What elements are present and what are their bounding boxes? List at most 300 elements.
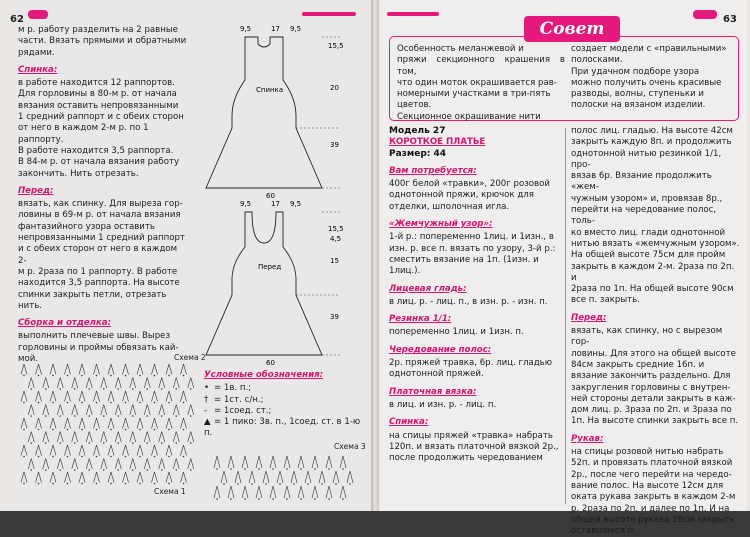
crochet-stitch-icon	[173, 432, 179, 444]
crochet-stitch-icon	[214, 486, 220, 500]
crochet-stitch-icon	[108, 391, 114, 403]
crochet-stitch-icon	[28, 378, 34, 390]
crochet-stitch-icon	[144, 405, 150, 417]
crochet-stitch-icon	[101, 432, 107, 444]
front-outline	[206, 212, 322, 355]
right-column-1	[389, 126, 561, 464]
rfront-line: ловины. Для этого на общей высоте	[571, 348, 736, 359]
rfront-line: 1п. На высоте спинки закрыть все п.	[571, 416, 739, 427]
crochet-stitch-icon	[173, 405, 179, 417]
crochet-stitch-icon	[57, 378, 63, 390]
column-divider	[565, 128, 566, 504]
pearl-line: сместить вязание на 1п. (1изн. и	[389, 254, 539, 265]
sovet-title: Совет	[524, 16, 620, 42]
front-line: и с обеих сторон от него в каждом 2-	[18, 244, 178, 266]
sovet1-line: что один моток окрашивается рав-	[397, 77, 557, 88]
crochet-stitch-icon	[249, 471, 255, 485]
assembly-line: мой.	[18, 354, 39, 365]
crochet-stitch-icon	[36, 445, 42, 457]
stripes-heading: Чередование полос:	[389, 344, 492, 355]
sleeves-line: на спицы розовой нитью набрать	[571, 447, 724, 458]
crochet-stitch-icon	[166, 364, 172, 376]
col2-line: вязав 6р. Вязание продолжить «жем-	[571, 171, 712, 193]
back-text	[18, 78, 188, 180]
legend-text: = 1соед. ст.;	[214, 405, 272, 416]
front-text	[18, 199, 188, 312]
assembly-heading: Сборка и отделка:	[18, 318, 112, 329]
back-heading: Спинка:	[18, 64, 58, 75]
front-line: находится 3,5 раппорта. На высоте	[18, 278, 180, 289]
crochet-stitch-icon	[115, 405, 121, 417]
crochet-stitch-icon	[108, 445, 114, 457]
crochet-stitch-icon	[50, 364, 56, 376]
crochet-stitch-icon	[270, 486, 276, 500]
crochet-stitch-icon	[326, 456, 332, 470]
crochet-stitch-icon	[298, 456, 304, 470]
crochet-stitch-icon	[137, 418, 143, 430]
stripes-line: 2р. пряжей травка, 6р. лиц. гладью	[389, 358, 552, 369]
crochet-stitch-icon	[57, 405, 63, 417]
crochet-stitch-icon	[36, 472, 42, 484]
crochet-stitch-icon	[28, 459, 34, 471]
crochet-stitch-icon	[319, 471, 325, 485]
sovet-column-1	[397, 44, 565, 123]
stripes-line: однотонной пряжей.	[389, 369, 484, 380]
crochet-stitch-icon	[86, 459, 92, 471]
back-line: В работе находится 3,5 раппорта.	[18, 145, 174, 156]
crochet-stitch-icon	[144, 378, 150, 390]
crochet-stitch-icon	[159, 378, 165, 390]
crochet-stitch-icon	[115, 432, 121, 444]
garter-line: в лиц. и изн. р. - лиц. п.	[389, 399, 497, 410]
crochet-stitch-icon	[72, 405, 78, 417]
back-line: в работе находится 12 раппортов.	[18, 78, 175, 89]
sleeves-line: оката рукава закрыть в каждом 2-м	[571, 492, 736, 503]
front-height-3: 15	[330, 257, 339, 265]
rfront-line: закругления горловины с внутрен-	[571, 382, 731, 393]
crochet-stitch-icon	[108, 418, 114, 430]
crochet-stitch-icon	[173, 459, 179, 471]
page-number-right: 63	[723, 14, 737, 25]
sovet2-line: полосками.	[571, 55, 623, 66]
spread-gutter	[371, 0, 379, 511]
rback-line: 120п. и вязать платочной вязкой 2р.,	[389, 441, 559, 452]
crochet-stitch-icon	[50, 418, 56, 430]
col2-line: закрыть каждую 8п. и продолжить	[571, 137, 732, 148]
back-line: вязания оставить непровязанными	[18, 100, 179, 111]
crochet-stitch-icon	[256, 456, 262, 470]
crochet-stitch-icon	[43, 378, 49, 390]
sovet1-line: Особенность меланжевой и	[397, 44, 524, 54]
crochet-stitch-icon	[284, 456, 290, 470]
crochet-stitch-icon	[123, 472, 129, 484]
crochet-stitch-icon	[152, 391, 158, 403]
assembly-line: выполнить плечевые швы. Вырез	[18, 331, 171, 342]
crochet-stitch-icon	[94, 445, 100, 457]
crochet-stitch-icon	[137, 472, 143, 484]
right-page	[379, 0, 747, 537]
front-line: ловины в 69-м р. от начала вязания	[18, 210, 181, 221]
left-top-accent	[28, 10, 48, 19]
crochet-stitch-icon	[188, 459, 194, 471]
crochet-stitch-icon	[65, 364, 71, 376]
left-page	[4, 0, 371, 511]
crochet-stitch-icon	[57, 432, 63, 444]
legend-symbol-icon: ▲	[204, 417, 211, 428]
intro-line: рядами.	[18, 47, 55, 58]
front-height-2: 4,5	[330, 235, 342, 243]
rib-heading: Резинка 1/1:	[389, 314, 452, 325]
sleeves-heading: Рукав:	[571, 433, 604, 444]
front-pattern-diagram	[210, 195, 360, 370]
crochet-stitch-icon	[130, 405, 136, 417]
right-back-heading: Спинка:	[389, 417, 429, 428]
continued-text	[571, 126, 741, 307]
crochet-stitch-icon	[166, 445, 172, 457]
crochet-stitch-icon	[115, 378, 121, 390]
smooth-heading: Лицевая гладь:	[389, 283, 467, 294]
crochet-stitch-icon	[152, 364, 158, 376]
crochet-stitch-icon	[130, 378, 136, 390]
crochet-stitch-icon	[284, 486, 290, 500]
rib-line: попеременно 1лиц. и 1изн. п.	[389, 327, 524, 338]
crochet-stitch-icon	[108, 472, 114, 484]
legend-item	[204, 395, 369, 406]
crochet-stitch-icon	[188, 432, 194, 444]
col2-line: перейти на чередование полос, толь-	[571, 205, 717, 227]
back-bottom-width: 60	[266, 192, 275, 200]
right-column-2	[571, 126, 741, 537]
back-line: Для горловины в 80-м р. от начала	[18, 89, 177, 100]
schema2-chart	[18, 360, 208, 490]
crochet-stitch-icon	[263, 471, 269, 485]
crochet-stitch-icon	[152, 418, 158, 430]
back-diagram-label: Спинка	[256, 86, 284, 94]
needed-line: отделки, шполочная игла.	[389, 201, 510, 212]
back-line: закончить. Нить отрезать.	[18, 168, 139, 179]
crochet-stitch-icon	[79, 472, 85, 484]
legend-heading: Условные обозначения:	[204, 370, 324, 380]
crochet-stitch-icon	[21, 391, 27, 403]
right-top-accent-left	[387, 12, 439, 16]
crochet-stitch-icon	[235, 471, 241, 485]
legend-symbol-icon: -	[204, 405, 208, 416]
crochet-stitch-icon	[28, 405, 34, 417]
right-top-accent	[693, 10, 717, 19]
crochet-stitch-icon	[72, 459, 78, 471]
crochet-stitch-icon	[242, 486, 248, 500]
legend-item	[204, 417, 369, 440]
rback-line: после продолжить чередованием	[389, 453, 543, 464]
garter-heading: Платочная вязка:	[389, 386, 477, 397]
right-front-text	[571, 326, 741, 428]
front-height-1: 15,5	[328, 225, 344, 233]
sovet1-line: Секционное окрашивание нити	[397, 111, 541, 122]
col2-line: все п. закрыть.	[571, 295, 640, 306]
right-front-heading: Перед:	[571, 312, 607, 323]
crochet-stitch-icon	[312, 486, 318, 500]
pearl-heading: «Жемчужный узор»:	[389, 219, 493, 230]
needed-line: однотонной пряжи, крючок для	[389, 190, 534, 201]
crochet-stitch-icon	[21, 418, 27, 430]
crochet-stitch-icon	[144, 459, 150, 471]
crochet-stitch-icon	[312, 456, 318, 470]
legend-text: = 1 пико: 3в. п., 1соед. ст. в 1-ю п.	[204, 417, 361, 439]
front-line: м р. 2раза по 1 раппорту. В работе	[18, 266, 178, 277]
page-number-left: 62	[10, 14, 24, 25]
crochet-stitch-icon	[166, 418, 172, 430]
legend-text: = 1ст. с/н.;	[214, 394, 264, 405]
crochet-stitch-icon	[159, 459, 165, 471]
legend-symbol-icon: •	[204, 383, 210, 394]
pearl-line: 1лиц.).	[389, 266, 421, 277]
back-height-3: 39	[330, 141, 339, 149]
rfront-line: вязать, как спинку, но с вырезом гор-	[571, 326, 723, 348]
schema3-chart	[209, 450, 364, 505]
crochet-stitch-icon	[86, 405, 92, 417]
crochet-stitch-icon	[340, 486, 346, 500]
sleeves-line: р. 2раза по 2п. и далее по 1п. И на	[571, 503, 730, 514]
rfront-line: вязание закончить раздельно. Для	[571, 371, 731, 382]
crochet-stitch-icon	[242, 456, 248, 470]
sovet-column-2	[571, 44, 737, 112]
back-outline	[206, 37, 322, 188]
back-top-width-2: 17	[271, 25, 280, 33]
legend	[204, 370, 369, 440]
crochet-stitch-icon	[270, 456, 276, 470]
crochet-stitch-icon	[181, 445, 187, 457]
front-line: спинки закрыть петли, отрезать	[18, 289, 167, 300]
crochet-stitch-icon	[86, 378, 92, 390]
crochet-stitch-icon	[137, 391, 143, 403]
crochet-stitch-icon	[166, 391, 172, 403]
crochet-stitch-icon	[181, 364, 187, 376]
front-diagram-label: Перед	[258, 263, 282, 271]
crochet-stitch-icon	[79, 391, 85, 403]
crochet-stitch-icon	[152, 472, 158, 484]
col2-line: чужным узором» и, провязав 8р.,	[571, 193, 723, 204]
crochet-stitch-icon	[79, 418, 85, 430]
crochet-stitch-icon	[72, 432, 78, 444]
crochet-stitch-icon	[50, 391, 56, 403]
pearl-line: 1-й р.: попеременно 1лиц. и 1изн., в	[389, 232, 554, 243]
crochet-stitch-icon	[173, 378, 179, 390]
crochet-stitch-icon	[130, 459, 136, 471]
sovet2-line: полоски на вязаном изделии.	[571, 100, 706, 111]
col2-line: полос лиц. гладью. На высоте 42см	[571, 126, 733, 136]
back-pattern-diagram	[210, 20, 360, 200]
crochet-stitch-icon	[159, 432, 165, 444]
crochet-stitch-icon	[79, 364, 85, 376]
crochet-stitch-icon	[94, 472, 100, 484]
crochet-stitch-icon	[181, 418, 187, 430]
crochet-stitch-icon	[50, 445, 56, 457]
crochet-stitch-icon	[152, 445, 158, 457]
sovet1-line: пряжи секционного крашения в том,	[397, 55, 565, 77]
crochet-stitch-icon	[221, 471, 227, 485]
crochet-stitch-icon	[43, 405, 49, 417]
crochet-stitch-icon	[115, 459, 121, 471]
crochet-stitch-icon	[123, 418, 129, 430]
back-height-1: 15,5	[328, 42, 344, 50]
crochet-stitch-icon	[79, 445, 85, 457]
crochet-stitch-icon	[36, 418, 42, 430]
intro-text	[18, 25, 188, 59]
legend-symbol-icon: †	[204, 394, 209, 405]
crochet-stitch-icon	[166, 472, 172, 484]
rfront-line: 84см закрыть средние 16п. и	[571, 359, 705, 370]
crochet-stitch-icon	[137, 364, 143, 376]
crochet-stitch-icon	[21, 445, 27, 457]
intro-line: части. Вязать прямыми и обратными	[18, 36, 187, 47]
col2-line: однотонной нитью резинкой 1/1, про-	[571, 148, 722, 170]
back-top-width-1: 9,5	[240, 25, 252, 33]
crochet-stitch-icon	[305, 471, 311, 485]
crochet-stitch-icon	[65, 391, 71, 403]
sovet1-line: цветов.	[397, 100, 432, 111]
crochet-stitch-icon	[50, 472, 56, 484]
crochet-stitch-icon	[28, 432, 34, 444]
left-top-accent-right	[302, 12, 356, 16]
crochet-stitch-icon	[72, 378, 78, 390]
crochet-stitch-icon	[43, 432, 49, 444]
front-line: вязать, как спинку. Для выреза гор-	[18, 199, 183, 210]
sleeves-line: вание полос. На высоте 12см для	[571, 480, 724, 491]
front-top-width-3: 9,5	[290, 200, 302, 208]
front-line: фантазийного узора оставить	[18, 221, 155, 232]
left-text-column	[18, 25, 188, 365]
crochet-stitch-icon	[298, 486, 304, 500]
needed-heading: Вам потребуется:	[389, 165, 477, 176]
crochet-stitch-icon	[94, 391, 100, 403]
crochet-stitch-icon	[228, 456, 234, 470]
front-line: нить.	[18, 300, 43, 311]
back-height-2: 20	[330, 84, 339, 92]
schema1-label: Схема 1	[154, 487, 186, 496]
col2-line: 2раза по 1п. На общей высоте 90см	[571, 284, 734, 295]
crochet-stitch-icon	[256, 486, 262, 500]
crochet-stitch-icon	[21, 472, 27, 484]
front-line: непровязанными 1 средний раппорт	[18, 233, 185, 244]
crochet-stitch-icon	[144, 432, 150, 444]
crochet-stitch-icon	[188, 405, 194, 417]
legend-text: = 1в. п.;	[214, 383, 252, 394]
crochet-stitch-icon	[43, 459, 49, 471]
crochet-stitch-icon	[101, 459, 107, 471]
crochet-stitch-icon	[291, 471, 297, 485]
crochet-stitch-icon	[123, 364, 129, 376]
crochet-stitch-icon	[181, 391, 187, 403]
garter-text	[389, 400, 561, 411]
crochet-stitch-icon	[228, 486, 234, 500]
assembly-line: горловины и проймы обвязать кай-	[18, 342, 179, 353]
sovet1-line: номерными участками в три-пять	[397, 89, 551, 100]
sovet2-line: При удачном подборе узора	[571, 66, 700, 77]
crochet-stitch-icon	[108, 364, 114, 376]
front-top-width-1: 9,5	[240, 200, 252, 208]
back-line: от него в каждом 2-м р. по 1 раппорту.	[18, 123, 149, 145]
crochet-stitch-icon	[326, 486, 332, 500]
crochet-stitch-icon	[57, 459, 63, 471]
schema3-label: Схема 3	[334, 442, 366, 451]
legend-item	[204, 406, 369, 417]
crochet-stitch-icon	[65, 472, 71, 484]
crochet-stitch-icon	[214, 456, 220, 470]
crochet-stitch-icon	[130, 432, 136, 444]
front-height-4: 39	[330, 313, 339, 321]
smooth-line: в лиц. р. - лиц. п., в изн. р. - изн. п.	[389, 296, 548, 307]
front-heading: Перед:	[18, 185, 54, 196]
model-number: Модель 27	[389, 126, 446, 136]
crochet-stitch-icon	[123, 445, 129, 457]
smooth-text	[389, 297, 561, 308]
front-bottom-width: 60	[266, 359, 275, 367]
sovet2-line: создает модели с «правильными»	[571, 44, 727, 54]
crochet-stitch-icon	[65, 445, 71, 457]
sleeves-text	[571, 447, 741, 537]
pearl-text	[389, 232, 561, 277]
crochet-stitch-icon	[123, 391, 129, 403]
crochet-stitch-icon	[94, 364, 100, 376]
col2-line: нитью вязать «жемчужным узором».	[571, 238, 740, 249]
crochet-stitch-icon	[340, 456, 346, 470]
crochet-stitch-icon	[21, 364, 27, 376]
crochet-stitch-icon	[188, 378, 194, 390]
crochet-stitch-icon	[36, 391, 42, 403]
crochet-stitch-icon	[137, 445, 143, 457]
crochet-stitch-icon	[181, 472, 187, 484]
legend-item	[204, 383, 369, 394]
crochet-stitch-icon	[333, 471, 339, 485]
rfront-line: дом лиц. р. 3раза по 2п. и 3раза по	[571, 405, 732, 416]
intro-line: м р. работу разделить на 2 равные	[18, 25, 178, 35]
crochet-stitch-icon	[86, 432, 92, 444]
crochet-stitch-icon	[36, 364, 42, 376]
sleeves-line: 52п. и провязать платочной вязкой	[571, 458, 733, 469]
crochet-stitch-icon	[65, 418, 71, 430]
col2-line: ко вместо лиц. глади однотонной	[571, 227, 726, 238]
pearl-line: изн. р. все п. вязать по узору, 3-й р.:	[389, 243, 556, 254]
rback-line: на спицы пряжей «травка» набрать	[389, 430, 553, 441]
back-line: В 84-м р. от начала вязания работу	[18, 157, 180, 168]
crochet-stitch-icon	[277, 471, 283, 485]
sovet2-line: разводы, волны, ступеньки и	[571, 89, 704, 100]
sovet2-line: можно получить очень красивые	[571, 77, 722, 88]
rfront-line: ней стороны детали закрыть в каж-	[571, 393, 736, 404]
crochet-stitch-icon	[159, 405, 165, 417]
stripes-text	[389, 358, 561, 381]
model-size: Размер: 44	[389, 148, 447, 159]
needed-text	[389, 179, 561, 213]
col2-line: На общей высоте 75см для пройм	[571, 250, 726, 261]
back-line: 1 средний раппорт и с обеих сторон	[18, 112, 184, 123]
sleeves-line: 2р., после чего перейти на чередо-	[571, 469, 732, 480]
model-title: КОРОТКОЕ ПЛАТЬЕ	[389, 137, 486, 148]
crochet-stitch-icon	[101, 378, 107, 390]
right-back-text	[389, 431, 561, 465]
col2-line: закрыть в каждом 2-м. 2раза по 2п. и	[571, 261, 735, 283]
sleeves-line: общей высоте рукава 28см закрыть	[571, 514, 735, 525]
crochet-stitch-icon	[347, 471, 353, 485]
sleeves-line: оставшиеся п.	[571, 526, 637, 537]
needed-line: 400г белой «травки», 200г розовой	[389, 179, 550, 190]
back-top-width-3: 9,5	[290, 25, 302, 33]
rib-text	[389, 327, 561, 338]
front-top-width-2: 17	[271, 200, 280, 208]
schema2-label: Схема 2	[174, 353, 206, 362]
crochet-stitch-icon	[94, 418, 100, 430]
crochet-stitch-icon	[101, 405, 107, 417]
